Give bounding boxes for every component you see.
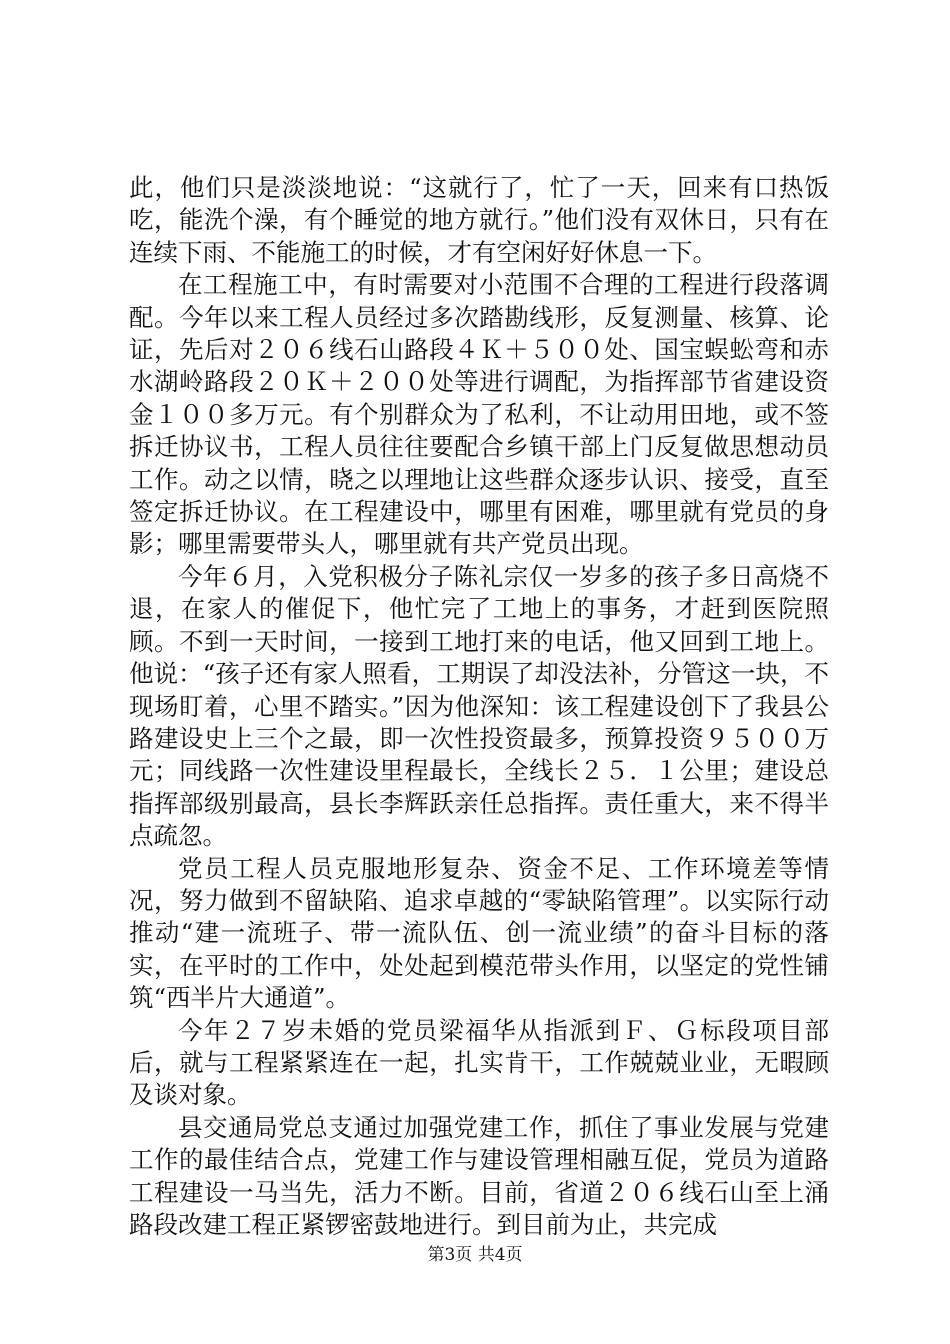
- paragraph-3: 今年６月，入党积极分子陈礼宗仅一岁多的孩子多日高烧不退，在家人的催促下，他忙完了工地上的事务，才赶到医院照顾。不到一天时间，一接到工地打来的电话，他又回到工地上。他说：“孩子还有家人照看，工期误了却没法补，分管这一块，不现场盯着，心里不踏实。”因为他深知：该工程建设创下了我县公路建设史上三个之最，即一次性投资最多，预算投资９５００万元；同线路一次性建设里程最长，全线长２５．１公里；建设总指挥部级别最高，县长李辉跃亲任总指挥。责任重大，来不得半点疏忽。: [129, 561, 829, 851]
- paragraph-4: 党员工程人员克服地形复杂、资金不足、工作环境差等情况，努力做到不留缺陷、追求卓越的“零缺陷管理”。以实际行动推动“建一流班子、带一流队伍、创一流业绩”的奋斗目标的落实，在平时的工作中，处处起到模范带头作用，以坚定的党性铺筑“西半片大通道”。: [129, 853, 829, 1013]
- paragraph-6: 县交通局党总支通过加强党建工作，抓住了事业发展与党建工作的最佳结合点，党建工作与建设管理相融互促，党员为道路工程建设一马当先，活力不断。目前，省道２０６线石山至上涌路段改建工程正紧锣密鼓地进行。到目前为止，共完成: [129, 1112, 829, 1239]
- page-number-footer: 第3页 共4页: [427, 1245, 523, 1265]
- paragraph-1: 此，他们只是淡淡地说：“这就行了，忙了一天，回来有口热饭吃，能洗个澡，有个睡觉的地方就行。”他们没有双休日，只有在连续下雨、不能施工的时候，才有空闲好好休息一下。: [129, 173, 829, 267]
- paragraph-5: 今年２７岁未婚的党员梁福华从指派到Ｆ、Ｇ标段项目部后，就与工程紧紧连在一起，扎实肯干，工作兢兢业业，无暇顾及谈对象。: [129, 1015, 829, 1110]
- document-body: [129, 172, 829, 1241]
- paragraph-2: 在工程施工中，有时需要对小范围不合理的工程进行段落调配。今年以来工程人员经过多次踏勘线形，反复测量、核算、论证，先后对２０６线石山路段４Ｋ＋５００处、国宝蜈蚣弯和赤水湖岭路段２０Ｋ＋２００处等进行调配，为指挥部节省建设资金１００多万元。有个别群众为了私利，不让动用田地，或不签拆迁协议书，工程人员往往要配合乡镇干部上门反复做思想动员工作。动之以情，晓之以理地让这些群众逐步认识、接受，直至签定拆迁协议。在工程建设中，哪里有困难，哪里就有党员的身影；哪里需要带头人，哪里就有共产党员出现。: [129, 270, 829, 559]
